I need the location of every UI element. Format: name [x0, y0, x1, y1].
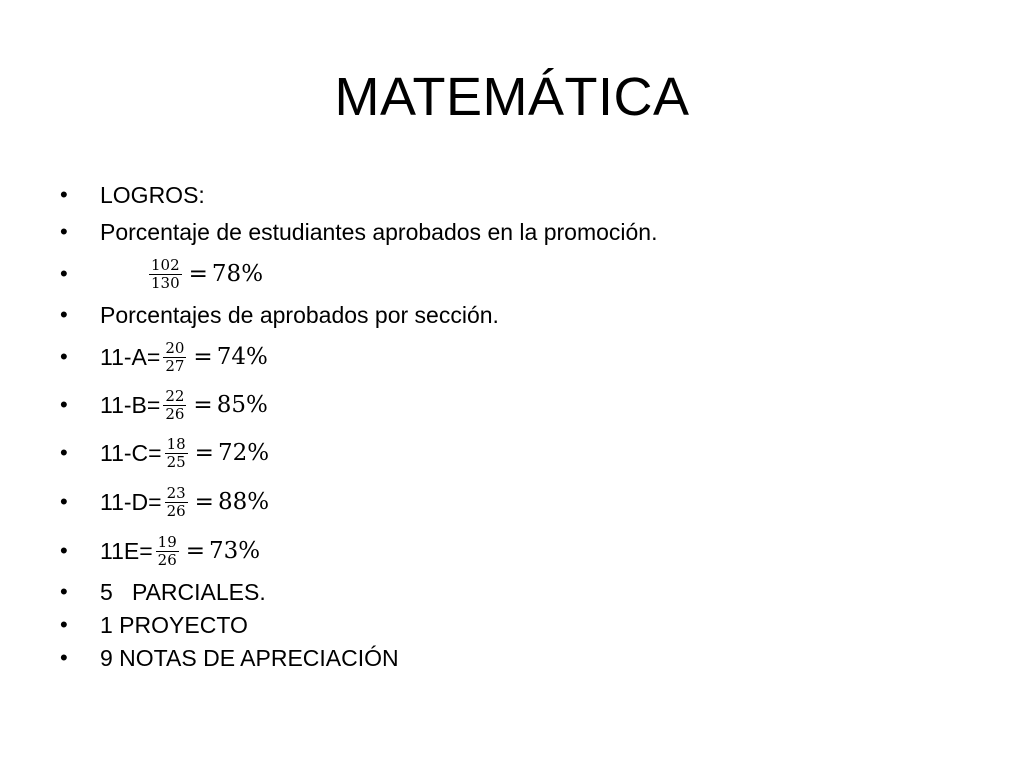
equals-sign: =: [188, 260, 208, 287]
bullet-item-11b: [60, 385, 960, 425]
equals-sign: =: [193, 343, 213, 370]
slide-title: MATEMÁTICA: [334, 67, 690, 127]
formula: [100, 436, 269, 471]
fraction-denominator: 26: [157, 550, 177, 569]
fraction-numerator: 23: [166, 483, 186, 502]
equals-sign: =: [194, 488, 214, 515]
fraction-numerator: 18: [166, 434, 186, 453]
bullet-item-11d: [60, 482, 960, 522]
bullet-text: 5 PARCIALES.: [100, 578, 266, 605]
fraction-numerator: 22: [165, 386, 185, 405]
equals-sign: =: [193, 391, 213, 418]
section-label: 11-A=: [100, 343, 161, 370]
formula-result: 78%: [211, 260, 264, 287]
bullet-dot: •: [60, 344, 68, 369]
section-label: 11-D=: [100, 488, 162, 515]
bullet-dot: •: [60, 261, 68, 286]
formula: [146, 257, 263, 292]
formula: [100, 485, 269, 520]
bullet-dot: •: [60, 182, 68, 207]
formula-result: 88%: [217, 488, 270, 515]
fraction-numerator: 102: [151, 255, 180, 274]
bullet-text: 1 PROYECTO: [100, 611, 248, 638]
fraction: [156, 534, 179, 569]
formula: [100, 388, 268, 423]
bullet-dot: •: [60, 489, 68, 514]
bullet-dot: •: [60, 302, 68, 327]
bullet-item-notas-apreciacion: [60, 638, 960, 678]
fraction: [165, 485, 188, 520]
bullet-dot: •: [60, 440, 68, 465]
fraction-numerator: 19: [157, 532, 177, 551]
formula: [100, 534, 260, 569]
formula: [100, 340, 268, 375]
bullet-dot: •: [60, 538, 68, 563]
fraction: [149, 257, 182, 292]
bullet-item-logros: [60, 175, 960, 215]
bullet-dot: •: [60, 392, 68, 417]
bullet-item-promocion-formula: [60, 254, 960, 294]
bullet-item-11e: [60, 531, 960, 571]
fraction: [163, 340, 186, 375]
bullet-dot: •: [60, 612, 68, 637]
formula-result: 85%: [216, 391, 268, 418]
formula-result: 73%: [209, 537, 261, 564]
equals-sign: =: [185, 537, 206, 564]
fraction-denominator: 26: [165, 404, 185, 423]
equals-sign: =: [194, 439, 214, 466]
bullet-item-11c: [60, 433, 960, 473]
bullet-item-porcentajes-seccion: [60, 295, 960, 335]
fraction-denominator: 27: [165, 356, 185, 375]
fraction: [165, 436, 188, 471]
section-label: 11E=: [100, 537, 153, 564]
bullet-dot: •: [60, 579, 68, 604]
formula-result: 72%: [217, 439, 270, 466]
section-label: 11-B=: [100, 391, 161, 418]
fraction-numerator: 20: [165, 338, 185, 357]
bullet-text: LOGROS:: [100, 181, 205, 208]
bullet-text: Porcentaje de estudiantes aprobados en la promoción.: [100, 218, 658, 245]
fraction-denominator: 26: [166, 501, 186, 520]
bullet-item-11a: [60, 337, 960, 377]
bullet-dot: •: [60, 219, 68, 244]
bullet-text: 9 NOTAS DE APRECIACIÓN: [100, 644, 399, 671]
fraction: [163, 388, 186, 423]
bullet-text: Porcentajes de aprobados por sección.: [100, 301, 499, 328]
bullet-item-porcentaje-promocion: [60, 212, 960, 252]
fraction-denominator: 25: [166, 452, 186, 471]
section-label: 11-C=: [100, 439, 162, 466]
fraction-denominator: 130: [151, 273, 180, 292]
bullet-dot: •: [60, 645, 68, 670]
formula-result: 74%: [216, 343, 268, 370]
